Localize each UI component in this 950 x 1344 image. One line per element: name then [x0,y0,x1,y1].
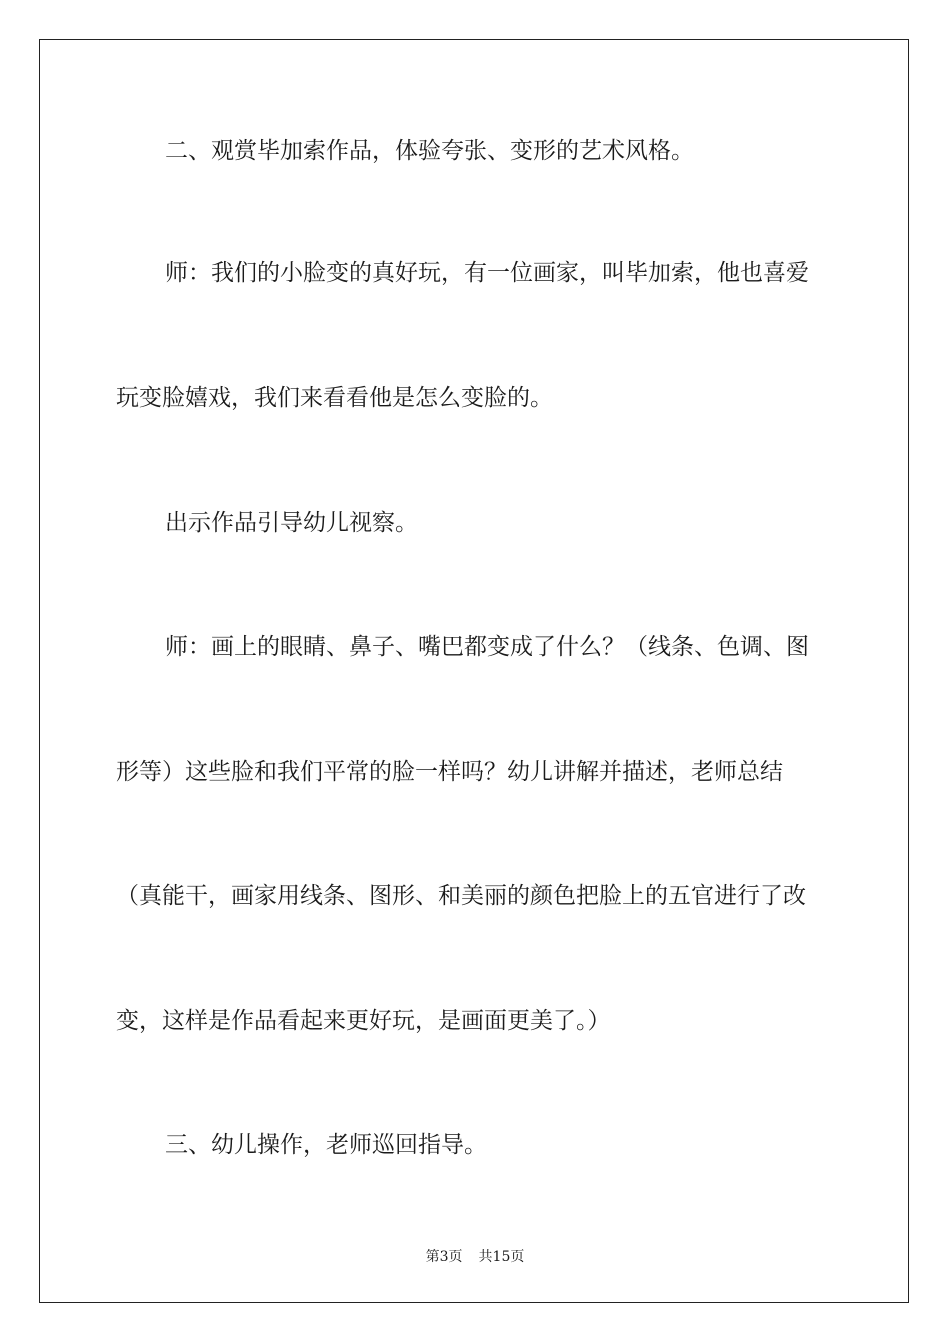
paragraph-line: 师：我们的小脸变的真好玩，有一位画家，叫毕加索，他也喜爱 [165,260,809,286]
paragraph-line: 变，这样是作品看起来更好玩，是画面更美了。） [116,1008,611,1034]
paragraph-line: 形等）这些脸和我们平常的脸一样吗？幼儿讲解并描述，老师总结 [116,759,783,785]
section-heading-3: 三、幼儿操作，老师巡回指导。 [165,1132,487,1158]
paragraph-line: 玩变脸嬉戏，我们来看看他是怎么变脸的。 [116,385,553,411]
page-number: 第3页 [425,1249,463,1265]
total-pages: 共15页 [478,1249,525,1265]
paragraph-line: （真能干，画家用线条、图形、和美丽的颜色把脸上的五官进行了改 [116,883,806,909]
paragraph-line: 出示作品引导幼儿视察。 [165,510,418,536]
page-border [39,39,909,1303]
section-heading-2: 二、观赏毕加索作品，体验夸张、变形的艺术风格。 [165,138,694,164]
paragraph-line: 师：画上的眼睛、鼻子、嘴巴都变成了什么？（线条、色调、图 [165,634,809,660]
page-footer [0,1246,950,1266]
